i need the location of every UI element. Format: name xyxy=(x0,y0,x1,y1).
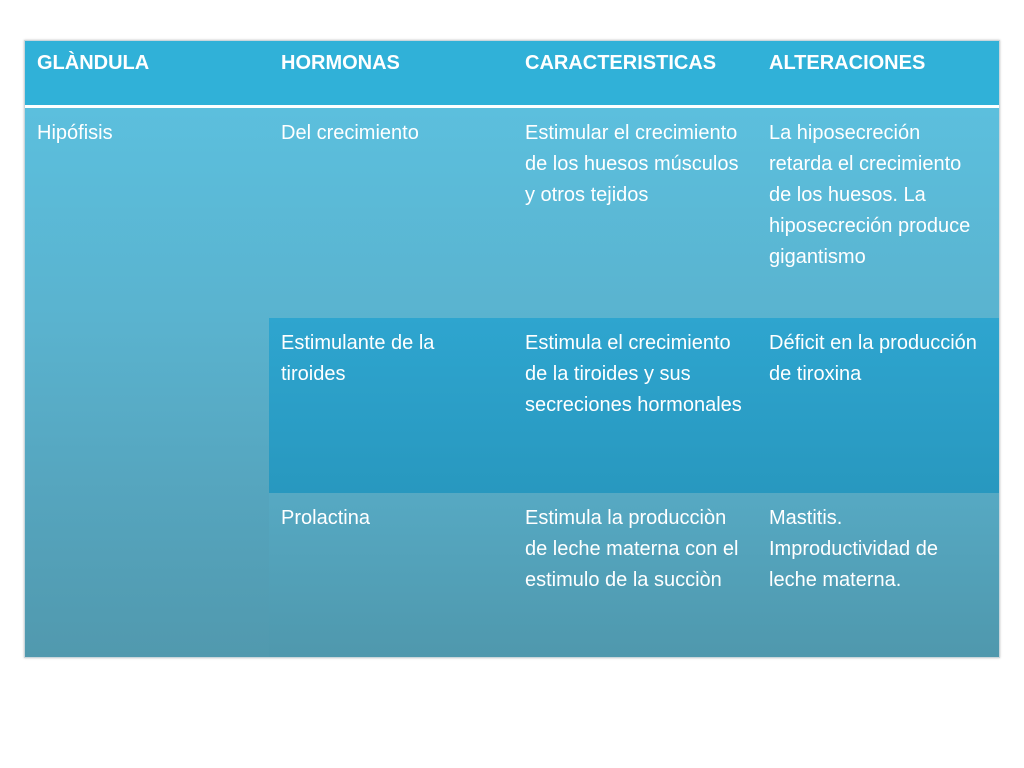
table-cell-alteracion-3: Mastitis. Improductividad de leche materna. xyxy=(769,507,938,591)
table-cell-hormona-2: Estimulante de la tiroides xyxy=(281,332,435,385)
table-cell-caracteristica-1: Estimular el crecimiento de los huesos músculos y otros tejidos xyxy=(525,122,739,206)
header-hormonas: HORMONAS xyxy=(281,52,400,74)
table-cell-hormona-3: Prolactina xyxy=(281,507,370,529)
table-cell-alteracion-2: Déficit en la producción de tiroxina xyxy=(769,332,977,385)
gland-cell: Hipófisis xyxy=(37,122,113,144)
table-cell-hormona-1: Del crecimiento xyxy=(281,122,419,144)
header-caracteristicas: CARACTERISTICAS xyxy=(525,52,717,74)
table-cell-caracteristica-2: Estimula el crecimiento de la tiroides y sus secreciones hormonales xyxy=(525,332,742,416)
table-cell-alteracion-1: La hiposecreción retarda el crecimiento de los huesos. La hiposecreción produce gigantismo xyxy=(769,122,971,268)
header-glandula: GLÀNDULA xyxy=(37,52,150,74)
hormone-table xyxy=(24,40,1000,658)
table-header-row xyxy=(25,41,999,108)
header-alteraciones: ALTERACIONES xyxy=(769,52,926,74)
table-cell-caracteristica-3: Estimula la producciòn de leche materna con el estimulo de la succiòn xyxy=(525,507,739,591)
